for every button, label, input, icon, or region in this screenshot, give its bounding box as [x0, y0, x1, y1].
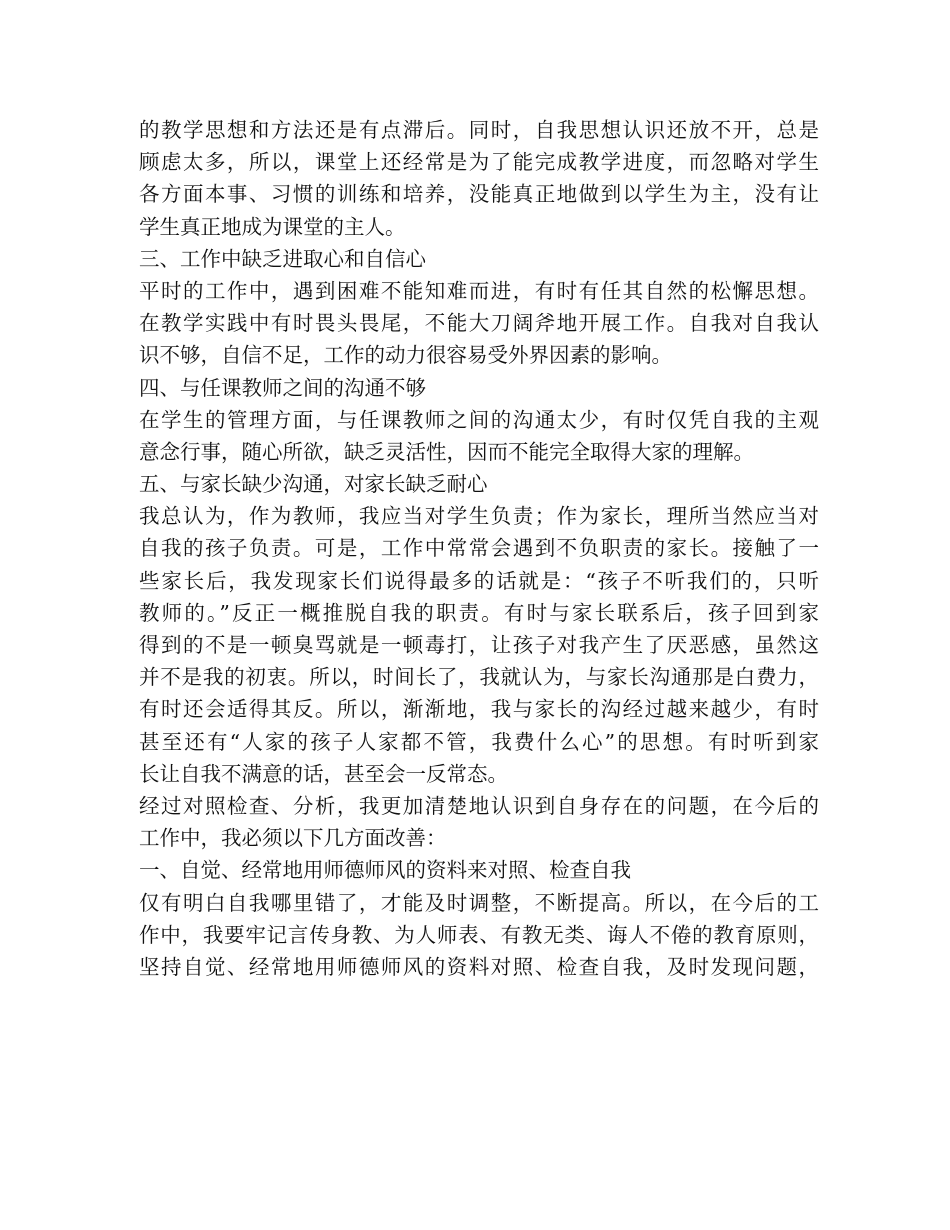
text-line: 的教学思想和方法还是有点滞后。同时，自我思想认识还放不开，总是 — [139, 118, 819, 142]
text-line: 有时还会适得其反。所以，渐渐地，我与家长的沟经过越来越少，有时 — [139, 697, 819, 722]
text-line: 识不够，自信不足，工作的动力很容易受外界因素的影响。 — [139, 343, 672, 368]
text-line: 三、工作中缺乏进取心和自信心 — [139, 246, 426, 271]
text-line: 些家长后，我发现家长们说得最多的话就是：“孩子不听我们的，只听 — [139, 568, 819, 593]
text-line: 在学生的管理方面，与任课教师之间的沟通太少，有时仅凭自我的主观 — [139, 407, 819, 432]
text-line: 在教学实践中有时畏头畏尾，不能大刀阔斧地开展工作。自我对自我认 — [139, 311, 819, 336]
text-line: 顾虑太多，所以，课堂上还经常是为了能完成教学进度，而忽略对学生 — [139, 150, 819, 175]
text-line: 自我的孩子负责。可是，工作中常常会遇到不负职责的家长。接触了一 — [139, 536, 819, 561]
text-line: 各方面本事、习惯的训练和培养，没能真正地做到以学生为主，没有让 — [139, 182, 819, 207]
text-line: 长让自我不满意的话，甚至会一反常态。 — [139, 761, 508, 786]
text-line: 我总认为，作为教师，我应当对学生负责；作为家长，理所当然应当对 — [139, 504, 819, 529]
text-line: 并不是我的初衷。所以，时间长了，我就认为，与家长沟通那是白费力， — [139, 665, 819, 690]
text-line: 仅有明白自我哪里错了，才能及时调整，不断提高。所以，在今后的工 — [139, 890, 819, 915]
text-line: 作中，我要牢记言传身教、为人师表、有教无类、诲人不倦的教育原则， — [139, 922, 819, 947]
text-line: 得到的不是一顿臭骂就是一顿毒打，让孩子对我产生了厌恶感，虽然这 — [139, 633, 819, 657]
text-line: 平时的工作中，遇到困难不能知难而进，有时有任其自然的松懈思想。 — [139, 278, 819, 303]
text-line: 一、自觉、经常地用师德师风的资料来对照、检查自我 — [139, 858, 631, 883]
text-line: 工作中，我必须以下几方面改善： — [139, 826, 447, 851]
text-line: 意念行事，随心所欲，缺乏灵活性，因而不能完全取得大家的理解。 — [139, 439, 754, 464]
text-line: 经过对照检查、分析，我更加清楚地认识到自身存在的问题，在今后的 — [139, 793, 819, 818]
text-line: 坚持自觉、经常地用师德师风的资料对照、检查自我，及时发现问题， — [139, 954, 819, 979]
text-line: 学生真正地成为课堂的主人。 — [139, 214, 406, 239]
text-line: 教师的。”反正一概推脱自我的职责。有时与家长联系后，孩子回到家 — [139, 600, 819, 625]
text-line: 四、与任课教师之间的沟通不够 — [139, 375, 426, 400]
text-line: 甚至还有“人家的孩子人家都不管，我费什么心”的思想。有时听到家 — [139, 729, 819, 754]
document-body-text — [139, 114, 819, 983]
text-line: 五、与家长缺少沟通，对家长缺乏耐心 — [139, 472, 488, 497]
